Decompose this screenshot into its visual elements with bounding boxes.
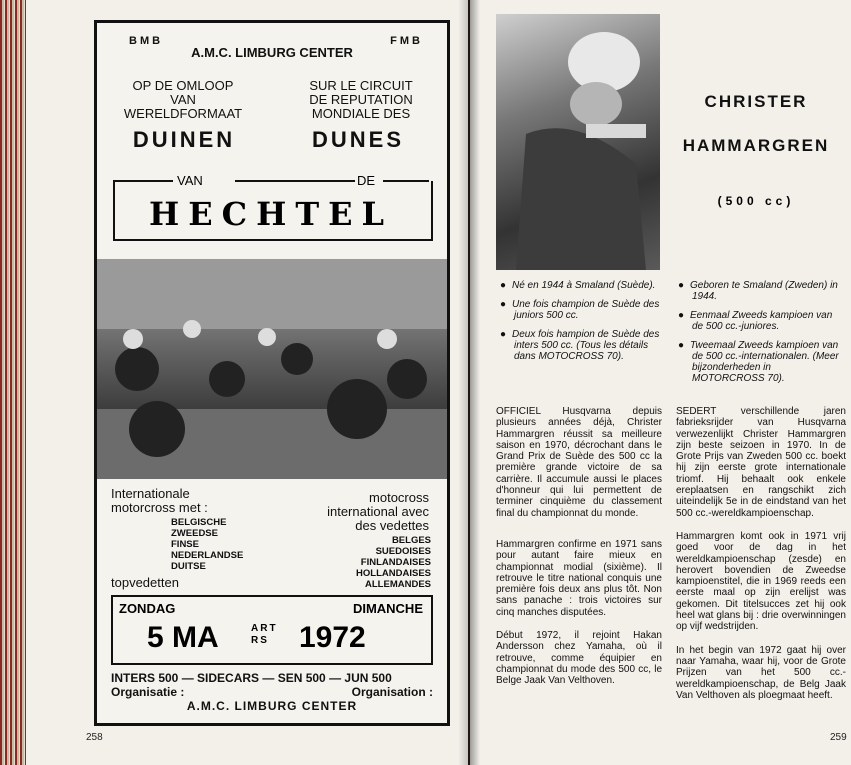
duinen-heading: DUINEN xyxy=(132,127,236,152)
date-box xyxy=(111,595,433,665)
page-number-right: 259 xyxy=(830,732,847,743)
page-number-left: 258 xyxy=(86,732,103,743)
dutch-bio-bullets xyxy=(678,280,844,392)
organisatie-label: Organisatie : xyxy=(111,685,185,699)
french-countries-list: BELGES SUEDOISES FINLANDAISES HOLLANDAISES ALLEMANDES xyxy=(356,535,431,590)
dutch-international: Internationale motorcross met : xyxy=(111,486,208,515)
french-intro: SUR LE CIRCUIT DE REPUTATION MONDIALE DES xyxy=(309,78,413,121)
rider-last-name: HAMMARGREN xyxy=(682,136,830,155)
right-page xyxy=(470,0,851,765)
book-gutter xyxy=(458,0,480,765)
rider-first-name: CHRISTER xyxy=(704,92,808,111)
event-year: 1972 xyxy=(299,621,366,654)
zondag-label: ZONDAG xyxy=(119,601,176,616)
french-article xyxy=(496,406,662,699)
event-poster xyxy=(94,20,450,726)
club-name: A.M.C. LIMBURG CENTER xyxy=(191,45,353,60)
dutch-countries-list: BELGISCHE ZWEEDSE FINSE NEDERLANDSE DUITSE xyxy=(171,517,244,572)
dutch-article xyxy=(676,406,846,713)
de-label: DE xyxy=(357,173,376,188)
french-international: motocross international avec des vedettes xyxy=(327,490,429,533)
list-item: ● Geboren te Smaland (Zweden) in 1944. xyxy=(692,280,844,302)
list-item: ● Deux fois hampion de Suède des inters 500 cc. (Tous les détails dans MOTOCROSS 70). xyxy=(514,329,668,362)
paragraph: OFFICIEL Husqvarna depuis plusieurs années déjà, Christer Hammargren réussit sa meilleure saison en 1970, décrochant dans le Grand Prix de Suède des 500 cc la première grande victoire de sa carrière. Il accumule aussi le places d'honneur qui lui permettent de terminer cinquième du classement final du championnat du monde. xyxy=(496,406,662,519)
race-classes: INTERS 500 — SIDECARS — SEN 500 — JUN 500 xyxy=(111,671,392,685)
organisation-label: Organisation : xyxy=(351,685,433,699)
dimanche-label: DIMANCHE xyxy=(352,601,423,616)
paragraph: In het begin van 1972 gaat hij over naar Yamaha, waar hij, voor de Grote Prijzen van het 500 cc.-wereldkampioenschap, de Belg Jaak Van Velthoven als ploegmaat heeft. xyxy=(676,644,846,701)
rider-class: (500 cc) xyxy=(717,194,795,208)
event-day: 5 MA xyxy=(147,621,219,654)
list-item: ● Tweemaal Zweeds kampioen van de 500 cc.-internationalen. (Meer bijzonderheden in MOTORCROSS 70). xyxy=(692,340,844,384)
paragraph: Début 1972, il rejoint Hakan Andersson chez Yamaha, où il retrouve, comme équipier en championnat du mode des 500 cc, le Belge Jaak Van Velthoven. xyxy=(496,630,662,687)
page-edges xyxy=(0,0,26,765)
fmb-logo: FMB xyxy=(390,35,423,47)
topvedetten-label: topvedetten xyxy=(111,575,179,590)
month-suffix: ART RS xyxy=(251,623,278,646)
paragraph: Hammargren confirme en 1971 sans pour autant faire mieux en championnat modial (sixième). Il retrouve le titre national conquis une première fois deux ans plus tôt. Non sans panache : trois victoires sur cinq manches disputées. xyxy=(496,538,662,618)
list-item: ● Né en 1944 à Smaland (Suède). xyxy=(514,280,668,291)
paragraph: Hammargren komt ook in 1971 vrij goed voor de dag in het wereldkampioenschap (zesde) en herovert bovendien de Zweedse kampioenstitel, die in 1969 reeds een eerste maal op zijn erelijst was gekomen. Dit titelsucces zet hij ook heel wat glans bij : drie overwinningen op vijf wedstrijden. xyxy=(676,530,846,633)
list-item: ● Une fois champion de Suède des juniors 500 cc. xyxy=(514,299,668,321)
hechtel-box xyxy=(113,173,429,241)
paragraph: SEDERT verschillende jaren fabrieksrijder van Husqvarna verwezenlijkt Christer Hammargren zijn beste seizoen in 1970. In de Grote Prijs van Zweden 500 cc. boekt hij zijn eerste grote internationale triomf. Hij behaalt ook enkele ereplaatsen en rangschikt zich uiteindelijk 5e in de eindstand van het 500 cc.-wereldkampioenschap. xyxy=(676,406,846,519)
bmb-logo: BMB xyxy=(129,35,164,47)
dutch-intro: OP DE OMLOOP VAN WERELDFORMAAT xyxy=(123,78,243,121)
list-item: ● Eenmaal Zweeds kampioen van de 500 cc.-juniores. xyxy=(692,310,844,332)
organizer-name: A.M.C. LIMBURG CENTER xyxy=(186,699,358,713)
rider-portrait-photo xyxy=(496,14,660,270)
french-bio-bullets xyxy=(500,280,668,370)
van-label: VAN xyxy=(177,173,203,188)
dunes-heading: DUNES xyxy=(311,127,404,152)
hechtel-title: HECHTEL xyxy=(148,195,394,233)
motocross-start-photo xyxy=(97,259,447,479)
